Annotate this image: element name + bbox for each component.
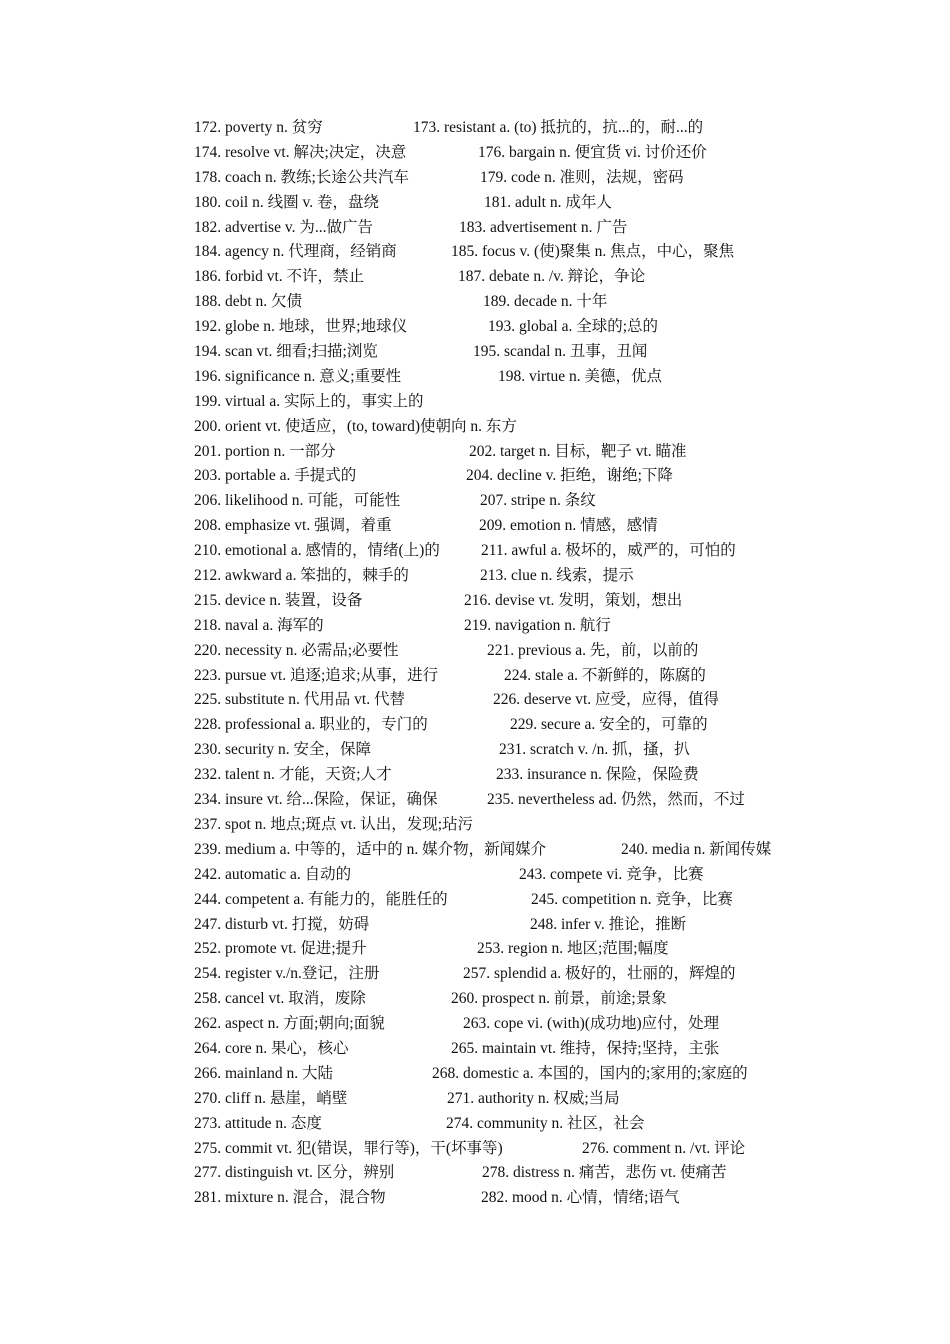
vocab-entry: 262. aspect n. 方面;朝向;面貌	[194, 1015, 385, 1033]
vocab-entry: 207. stripe n. 条纹	[480, 492, 596, 510]
vocab-entry: 235. nevertheless ad. 仍然，然而，不过	[487, 791, 745, 809]
vocab-entry: 282. mood n. 心情，情绪;语气	[481, 1189, 680, 1207]
vocab-entry: 192. globe n. 地球，世界;地球仪	[194, 318, 408, 336]
vocab-entry: 178. coach n. 教练;长途公共汽车	[194, 168, 409, 186]
vocab-line	[194, 166, 934, 191]
vocab-entry: 219. navigation n. 航行	[464, 616, 611, 634]
vocab-line	[194, 191, 934, 216]
vocab-line	[194, 1186, 934, 1211]
vocab-entry: 278. distress n. 痛苦，悲伤 vt. 使痛苦	[482, 1164, 727, 1182]
vocab-line	[194, 315, 934, 340]
vocab-line	[194, 240, 934, 265]
vocab-line	[194, 390, 934, 415]
vocab-line	[194, 788, 934, 813]
vocab-line	[194, 1037, 934, 1062]
vocab-entry: 252. promote vt. 促进;提升	[194, 940, 367, 958]
vocab-entry: 176. bargain n. 便宜货 vi. 讨价还价	[478, 143, 707, 161]
vocab-entry: 204. decline v. 拒绝，谢绝;下降	[466, 467, 673, 485]
vocab-entry: 234. insure vt. 给...保险，保证，确保	[194, 791, 438, 809]
vocab-entry: 189. decade n. 十年	[483, 293, 608, 311]
vocab-line	[194, 1012, 934, 1037]
vocab-entry: 230. security n. 安全，保障	[194, 741, 371, 759]
vocab-entry: 209. emotion n. 情感，感情	[479, 517, 658, 535]
vocab-entry: 237. spot n. 地点;斑点 vt. 认出，发现;玷污	[194, 815, 474, 833]
vocab-line	[194, 1087, 934, 1112]
vocab-line	[194, 539, 934, 564]
vocab-line	[194, 614, 934, 639]
vocab-entry: 242. automatic a. 自动的	[194, 865, 352, 883]
vocab-line	[194, 340, 934, 365]
vocab-entry: 173. resistant a. (to) 抵抗的，抗...的，耐...的	[413, 119, 704, 136]
vocab-entry: 196. significance n. 意义;重要性	[194, 367, 402, 385]
vocab-entry: 231. scratch v. /n. 抓，搔，扒	[499, 741, 690, 759]
vocab-entry: 247. disturb vt. 打搅，妨碍	[194, 915, 370, 933]
vocab-line	[194, 664, 934, 689]
vocab-entry: 186. forbid vt. 不许，禁止	[194, 268, 365, 286]
vocab-entry: 245. competition n. 竞争，比赛	[531, 890, 733, 908]
vocab-entry: 243. compete vi. 竞争，比赛	[519, 865, 704, 883]
vocab-line	[194, 1137, 934, 1162]
vocab-entry: 218. naval a. 海军的	[194, 616, 324, 634]
vocab-line	[194, 888, 934, 913]
vocab-line	[194, 514, 934, 539]
vocab-entry: 203. portable a. 手提式的	[194, 467, 357, 485]
vocab-entry: 213. clue n. 线索，提示	[480, 567, 634, 585]
vocabulary-list	[194, 116, 934, 1211]
vocab-line	[194, 813, 934, 838]
vocab-entry: 264. core n. 果心，核心	[194, 1039, 349, 1057]
vocab-entry: 208. emphasize vt. 强调，着重	[194, 517, 392, 535]
vocab-entry: 224. stale a. 不新鲜的，陈腐的	[504, 666, 706, 684]
vocab-line	[194, 365, 934, 390]
vocab-entry: 193. global a. 全球的;总的	[488, 318, 659, 336]
vocab-line	[194, 863, 934, 888]
vocab-entry: 260. prospect n. 前景，前途;景象	[451, 990, 667, 1008]
vocab-entry: 274. community n. 社区，社会	[446, 1114, 645, 1132]
vocab-entry: 277. distinguish vt. 区分，辨别	[194, 1164, 395, 1182]
vocab-line	[194, 415, 934, 440]
vocab-line	[194, 738, 934, 763]
vocab-line	[194, 141, 934, 166]
vocab-entry: 194. scan vt. 细看;扫描;浏览	[194, 343, 378, 361]
vocab-entry: 268. domestic a. 本国的，国内的;家用的;家庭的	[432, 1064, 748, 1082]
vocab-entry: 232. talent n. 才能，天资;人才	[194, 766, 392, 784]
vocab-entry: 253. region n. 地区;范围;幅度	[477, 940, 669, 958]
vocab-entry: 211. awful a. 极坏的，威严的，可怕的	[481, 542, 736, 560]
vocab-entry: 223. pursue vt. 追逐;追求;从事，进行	[194, 666, 439, 684]
vocab-entry: 212. awkward a. 笨拙的，棘手的	[194, 567, 409, 585]
vocab-entry: 258. cancel vt. 取消，废除	[194, 990, 366, 1008]
vocab-entry: 195. scandal n. 丑事，丑闻	[473, 343, 648, 361]
vocab-entry: 257. splendid a. 极好的，壮丽的，辉煌的	[463, 965, 736, 983]
vocab-entry: 180. coil n. 线圈 v. 卷，盘绕	[194, 193, 379, 211]
vocab-entry: 240. media n. 新闻传媒	[621, 840, 772, 858]
vocab-entry: 233. insurance n. 保险，保险费	[496, 766, 699, 784]
vocab-line	[194, 116, 934, 141]
vocab-entry: 248. infer v. 推论，推断	[530, 915, 687, 933]
vocab-entry: 201. portion n. 一部分	[194, 442, 336, 460]
vocab-line	[194, 639, 934, 664]
vocab-entry: 270. cliff n. 悬崖，峭壁	[194, 1089, 348, 1107]
vocab-line	[194, 1062, 934, 1087]
vocab-line	[194, 987, 934, 1012]
vocab-line	[194, 564, 934, 589]
vocab-entry: 210. emotional a. 感情的，情绪(上)的	[194, 542, 440, 560]
vocab-entry: 281. mixture n. 混合，混合物	[194, 1189, 386, 1207]
vocab-entry: 225. substitute n. 代用品 vt. 代替	[194, 691, 405, 709]
vocab-line	[194, 1161, 934, 1186]
vocab-line	[194, 913, 934, 938]
vocab-entry: 244. competent a. 有能力的，能胜任的	[194, 890, 448, 908]
vocab-entry: 275. commit vt. 犯(错误，罪行等)，干(坏事等)	[194, 1139, 503, 1157]
vocab-entry: 182. advertise v. 为...做广告	[194, 218, 373, 236]
vocab-entry: 200. orient vt. 使适应，(to, toward)使朝向 n. 东方	[194, 417, 517, 435]
vocab-entry: 199. virtual a. 实际上的，事实上的	[194, 392, 424, 410]
vocab-entry: 226. deserve vt. 应受，应得，值得	[493, 691, 720, 709]
vocab-line	[194, 265, 934, 290]
vocab-line	[194, 1112, 934, 1137]
vocab-line	[194, 713, 934, 738]
vocab-line	[194, 464, 934, 489]
vocab-entry: 185. focus v. (使)聚集 n. 焦点，中心，聚焦	[451, 243, 735, 261]
vocab-line	[194, 688, 934, 713]
vocab-entry: 188. debt n. 欠债	[194, 293, 303, 311]
vocab-line	[194, 290, 934, 315]
vocab-entry: 228. professional a. 职业的，专门的	[194, 716, 428, 734]
vocab-entry: 179. code n. 准则，法规，密码	[480, 168, 684, 186]
vocab-line	[194, 216, 934, 241]
vocab-line	[194, 937, 934, 962]
vocab-entry: 220. necessity n. 必需品;必要性	[194, 641, 399, 659]
vocab-entry: 276. comment n. /vt. 评论	[582, 1139, 746, 1157]
vocab-line	[194, 440, 934, 465]
vocab-entry: 265. maintain vt. 维持，保持;坚持，主张	[451, 1039, 720, 1057]
vocab-entry: 271. authority n. 权威;当局	[447, 1089, 620, 1107]
vocab-entry: 181. adult n. 成年人	[484, 193, 612, 211]
vocab-line	[194, 589, 934, 614]
vocab-entry: 206. likelihood n. 可能，可能性	[194, 492, 401, 510]
vocab-entry: 221. previous a. 先，前，以前的	[487, 641, 699, 659]
vocab-line	[194, 489, 934, 514]
vocab-entry: 273. attitude n. 态度	[194, 1114, 322, 1132]
vocab-entry: 184. agency n. 代理商，经销商	[194, 243, 397, 261]
vocab-entry: 216. devise vt. 发明，策划，想出	[464, 591, 683, 609]
vocab-entry: 187. debate n. /v. 辩论，争论	[458, 268, 646, 286]
vocab-entry: 202. target n. 目标，靶子 vt. 瞄准	[469, 442, 687, 460]
vocab-entry: 229. secure a. 安全的，可靠的	[510, 716, 708, 734]
vocab-line	[194, 962, 934, 987]
vocab-entry: 215. device n. 装置，设备	[194, 591, 363, 609]
vocab-line	[194, 838, 934, 863]
vocab-entry: 239. medium a. 中等的，适中的 n. 媒介物，新闻媒介	[194, 840, 547, 858]
vocab-entry: 198. virtue n. 美德，优点	[498, 367, 663, 385]
vocab-entry: 266. mainland n. 大陆	[194, 1064, 334, 1082]
vocab-line	[194, 763, 934, 788]
vocab-entry: 254. register v./n.登记，注册	[194, 965, 380, 983]
vocab-entry: 172. poverty n. 贫穷	[194, 119, 323, 136]
vocab-entry: 183. advertisement n. 广告	[459, 218, 628, 236]
vocab-entry: 174. resolve vt. 解决;决定，决意	[194, 143, 407, 161]
vocab-entry: 263. cope vi. (with)(成功地)应付，处理	[463, 1015, 720, 1033]
